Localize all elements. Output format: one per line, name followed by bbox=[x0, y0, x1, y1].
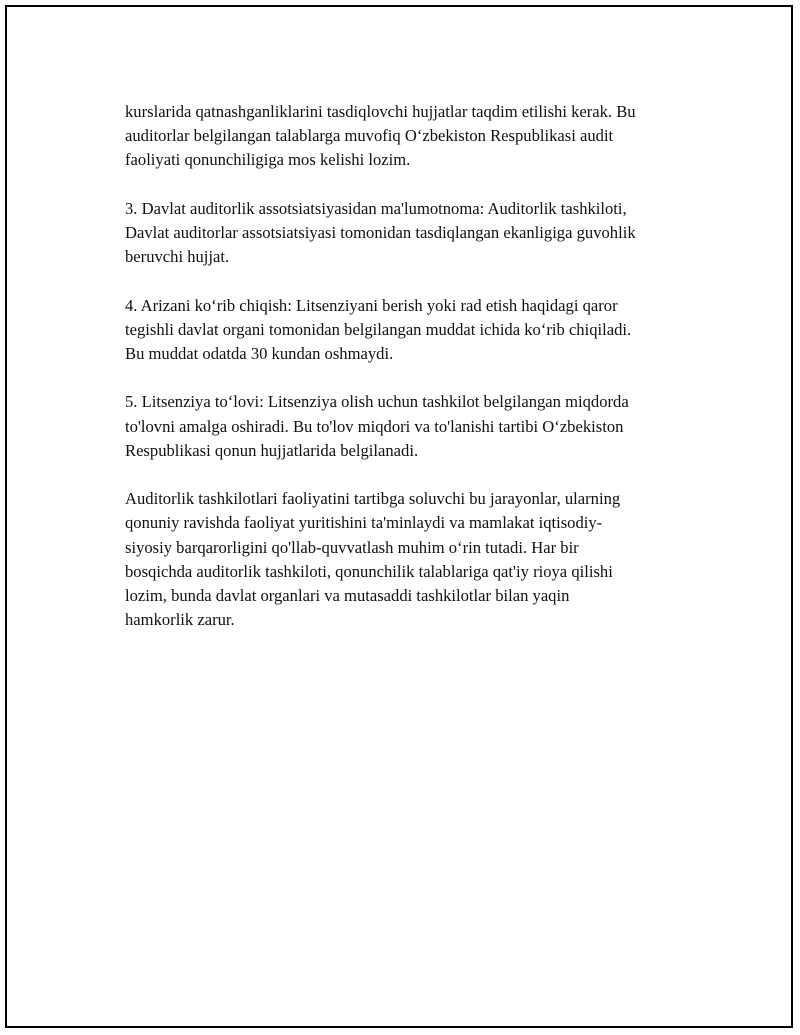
paragraph-continuation: kurslarida qatnashganliklarini tasdiqlovchi hujjatlar taqdim etilishi kerak. Bu auditorlar belgilangan talablarga muvofiq O‘zbekiston Respublikasi audit faoliyati qonunchiligiga mos kelishi lozim. bbox=[125, 102, 636, 170]
document-body bbox=[125, 100, 700, 657]
page-frame bbox=[5, 5, 793, 1028]
paragraph-item-5: 5. Litsenziya to‘lovi: Litsenziya olish uchun tashkilot belgilangan miqdorda to'lovni amalga oshiradi. Bu to'lov miqdori va to'lanishi tartibi O‘zbekiston Respublikasi qonun hujjatlarida belgilanadi. bbox=[125, 392, 629, 460]
paragraph-conclusion: Auditorlik tashkilotlari faoliyatini tartibga soluvchi bu jarayonlar, ularning qonuniy ravishda faoliyat yuritishini ta'minlaydi va mamlakat iqtisodiy- siyosiy barqarorligini qo'llab-quvvatlash muhim o‘rin tutadi. Har bir bosqichda auditorlik tashkiloti, qonunchilik talablariga qat'iy rioya qilishi lozim, bunda davlat organlari va mutasaddi tashkilotlar bilan yaqin hamkorlik zarur. bbox=[125, 489, 621, 630]
paragraph-item-3: 3. Davlat auditorlik assotsiatsiyasidan ma'lumotnoma: Auditorlik tashkiloti, Davlat auditorlar assotsiatsiyasi tomonidan tasdiqlangan ekanligiga guvohlik beruvchi hujjat. bbox=[125, 198, 636, 267]
paragraph-item-4: 4. Arizani ko‘rib chiqish: Litsenziyani berish yoki rad etish haqidagi qaror tegishli davlat organi tomonidan belgilangan muddat ichida ko‘rib chiqiladi. Bu muddat odatda 30 kundan oshmaydi. bbox=[125, 295, 632, 363]
